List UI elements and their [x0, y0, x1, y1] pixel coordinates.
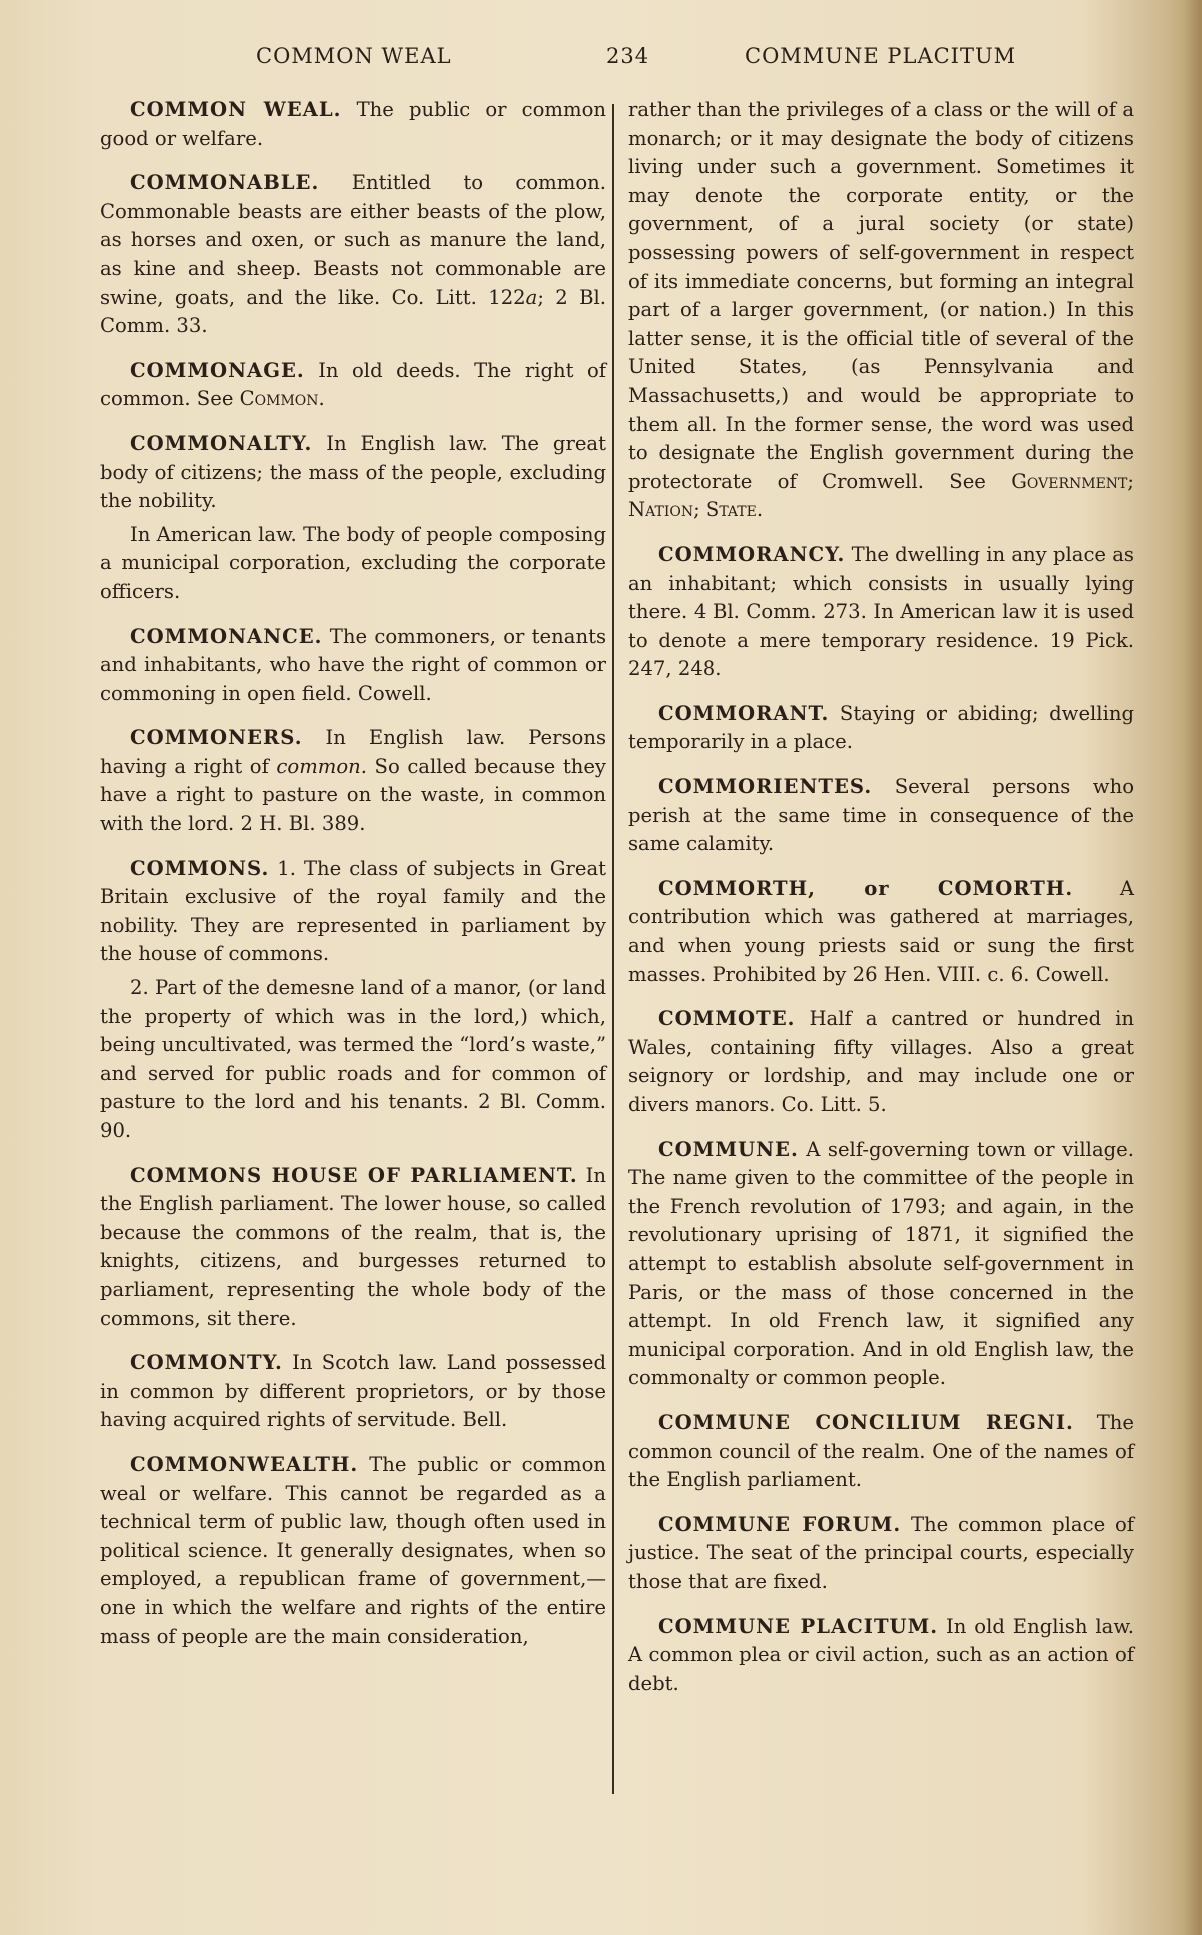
left-column — [100, 96, 606, 1451]
headword: COMMONTY. — [130, 1351, 283, 1375]
headword: COMMON WEAL. — [130, 98, 342, 121]
entry-common-weal — [100, 96, 606, 153]
entry-commune-concilium-regni — [628, 1409, 1134, 1495]
right-column-content — [628, 96, 1134, 1714]
headword: COMMORANCY. — [658, 542, 846, 566]
headword: COMMONALTY. — [130, 431, 313, 455]
headword: COMMUNE. — [658, 1137, 799, 1161]
headword: COMMORIENTES. — [658, 775, 873, 799]
definition-italic: common. — [276, 754, 367, 778]
definition: 1. The class of subjects in Great Britain exclusive of the royal family and the nobility. They are represented in parliament by the house of commons. — [100, 856, 607, 966]
entry-commonalty — [100, 430, 606, 607]
headword: COMMONAGE. — [130, 358, 305, 382]
headword: COMMUNE PLACITUM. — [658, 1614, 939, 1638]
entry-commonance — [100, 623, 606, 709]
headword: COMMONABLE. — [130, 171, 320, 195]
definition: A contribution which was gathered at marriages, and when young priests said or sung the first masses. Prohibited by 26 Hen. VIII. c. 6. Cowell. — [628, 876, 1134, 986]
entry-commoners — [100, 724, 606, 838]
header-right-guide-word: COMMUNE PLACITUM — [745, 44, 1017, 68]
cross-reference: Common — [239, 387, 319, 411]
entry-commote — [628, 1005, 1134, 1119]
headword: COMMONS. — [130, 856, 270, 880]
definition: Entitled to common. Commonable beasts are either beasts of the plow, as horses and oxen, or such as manure the land, as kine and sheep. Beasts not commonable are swine, goats, and the like. Co. Litt. 122 — [100, 171, 606, 309]
entry-commonwealth-continued — [628, 96, 1134, 525]
entry-commonage — [100, 357, 606, 414]
definition: A self-governing town or village. The name given to the committee of the people in the French revolution of 1793; and again, in the revolutionary uprising of 1871, it signified the attempt to establish absolute self-government in Paris, or the mass of those concerned in the attempt. In old French law, it signified any municipal corporation. And in old English law, the commonalty or common people. — [628, 1137, 1134, 1390]
definition: In old English law. A common plea or civil action, such as an action of debt. — [628, 1614, 1134, 1695]
headword: COMMOTE. — [658, 1007, 796, 1031]
definition: Several persons who perish at the same time in consequence of the same calamity. — [628, 775, 1134, 856]
headword: COMMONANCE. — [130, 624, 323, 648]
definition: The public or common weal or welfare. This cannot be regarded as a technical term of public law, though often used in political science. It generally designates, when so employed, a republican frame of government,—one in which the welfare and rights of the entire mass of people are the main consideration, — [100, 1453, 606, 1648]
entry-commune-forum — [628, 1511, 1134, 1597]
definition: The dwelling in any place as an inhabitant; which consists in usually lying there. 4 Bl. Comm. 273. In American law it is used to denote a mere temporary residence. 19 Pick. 247, 248. — [628, 542, 1134, 681]
cross-reference: Government; Nation; State — [628, 469, 1134, 522]
definition: Half a cantred or hundred in Wales, containing fifty villages. Also a great seignory or lordship, and may include one or divers manors. Co. Litt. 5. — [628, 1007, 1134, 1116]
definition-italic: a — [525, 285, 538, 309]
definition: Staying or abiding; dwelling temporarily in a place. — [628, 701, 1134, 754]
headword: COMMONS HOUSE OF PARLIAMENT. — [130, 1163, 578, 1187]
headword: COMMORANT. — [658, 701, 830, 725]
definition-second-sense: 2. Part of the demesne land of a manor, (or land the property of which was in the lord,) which, being uncultivated, was termed the “lord’s waste,” and served for public roads and for common of pasture to the lord and his tenants. 2 Bl. Comm. 90. — [100, 976, 606, 1142]
definition: In Scotch law. Land possessed in common by different proprietors, or by those having acquired rights of servitude. Bell. — [100, 1351, 606, 1432]
headword: COMMONWEALTH. — [130, 1453, 359, 1476]
header-left-guide-word: COMMON WEAL — [256, 44, 452, 68]
headword: COMMORTH, or COMORTH. — [658, 876, 1074, 900]
definition-tail: . — [756, 498, 764, 522]
definition-tail: So called because they have a right to pasture on the waste, in common with the lord. 2 H. Bl. 389. — [100, 754, 606, 836]
definition: The common place of justice. The seat of the principal courts, especially those that are fixed. — [628, 1512, 1134, 1593]
definition-second-sense: In American law. The body of people composing a municipal corporation, excluding the corporate officers. — [100, 522, 606, 603]
entry-commonty — [100, 1349, 606, 1435]
definition: In English law. Persons having a right of — [100, 726, 606, 778]
definition-tail: ; 2 Bl. Comm. 33. — [100, 285, 606, 338]
entry-commune — [628, 1136, 1134, 1393]
entry-commorth — [628, 875, 1134, 989]
definition-tail: . — [318, 387, 325, 411]
definition: The commoners, or tenants and inhabitants, who have the right of common or commoning in open field. Cowell. — [100, 624, 606, 705]
headword: COMMONERS. — [130, 726, 303, 750]
definition: In English law. The great body of citizens; the mass of the people, excluding the nobility. — [100, 431, 606, 513]
entry-commune-placitum — [628, 1613, 1134, 1699]
entry-commorancy — [628, 541, 1134, 684]
definition: In old deeds. The right of common. See — [100, 358, 607, 411]
running-head — [0, 38, 1202, 78]
entry-commorant — [628, 700, 1134, 757]
definition: In the English parliament. The lower house, so called because the commons of the realm, that is, the knights, citizens, and burgesses returned to parliament, representing the whole body of the commons, sit there. — [100, 1163, 606, 1330]
entry-commons-house-of-parliament — [100, 1162, 606, 1334]
headword: COMMUNE FORUM. — [658, 1512, 902, 1536]
definition-continued: rather than the privileges of a class or the will of a monarch; or it may designate the body of citizens living under such a government. Sometimes it may denote the corporate entity, or the government, of a jural society (or state) possessing powers of self-government in respect of its immediate concerns, but forming an integral part of a larger government, (or nation.) In this latter sense, it is the official title of several of the United States, (as Pennsylvania and Massachusetts,) and would be appropriate to them all. In the former sense, the word was used to designate the English government during the protectorate of Cromwell. See — [628, 98, 1134, 493]
column-divider — [612, 104, 614, 1794]
entry-commonable — [100, 169, 606, 341]
entry-commons — [100, 855, 606, 1146]
entry-commorientes — [628, 773, 1134, 859]
entry-commonwealth — [100, 1451, 606, 1651]
headword: COMMUNE CONCILIUM REGNI. — [658, 1410, 1074, 1434]
page-edge-shadow — [1184, 0, 1202, 1935]
page-number: 234 — [606, 44, 650, 68]
definition: The public or common good or welfare. — [100, 98, 606, 150]
definition: The common council of the realm. One of the names of the English parliament. — [628, 1410, 1135, 1492]
